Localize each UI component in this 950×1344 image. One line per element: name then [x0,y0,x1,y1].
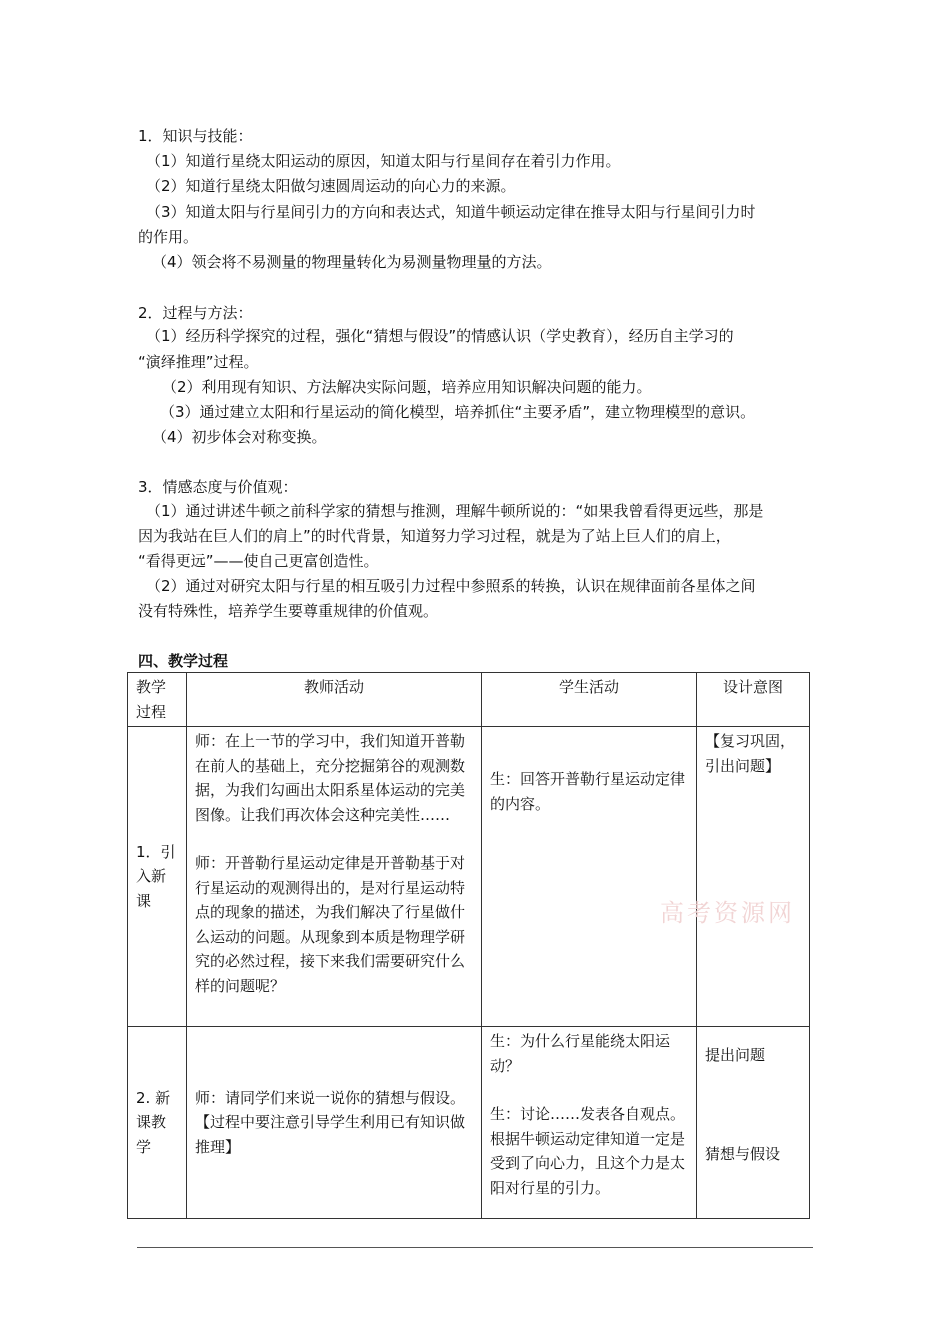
process-item-2: （2）利用现有知识、方法解决实际问题，培养应用知识解决问题的能力。 [162,378,652,396]
row-1-intent-para-1: 【复习巩固，引出问题】 [705,732,796,775]
teaching-process-table [127,672,810,1219]
header-intent: 设计意图 [697,673,810,727]
table-row [128,727,810,1027]
header-student: 学生活动 [482,673,697,727]
teaching-process-heading: 四、教学过程 [138,652,229,670]
header-teacher: 教师活动 [187,673,482,727]
knowledge-item-2: （2）知道行星绕太阳做匀速圆周运动的向心力的来源。 [146,177,516,195]
row-2-intent [697,1027,810,1219]
row-2-teacher-para-1: 师：请同学们来说一说你的猜想与假设。 [195,1088,466,1107]
row-1-teacher-para-1: 师：在上一节的学习中，我们知道开普勒在前人的基础上，充分挖掘第谷的观测数据，为我们勾画出太阳系星体运动的完美图像。让我们再次体会这种完美性…… [195,732,466,824]
row-2-teacher-para-2: 【过程中要注意引导学生利用已有知识做推理】 [195,1113,466,1156]
row-1-teacher-para-2: 师：开普勒行星运动定律是开普勒基于对行星运动的观测得出的，是对行星运动特点的现象的描述，为我们解决了行星做什么运动的问题。从现象到本质是物理学研究的必然过程，接下来我们需要研究什么样的问题呢？ [195,854,466,995]
header-stage: 教学过程 [128,673,187,727]
row-2-student-para-2: 生：讨论……发表各自观点。根据牛顿运动定律知道一定是受到了向心力，且这个力是太阳对行星的引力。 [490,1105,686,1197]
footer-rule [137,1247,813,1248]
row-1-stage: 1．引入新课 [128,727,187,1027]
section-emotion-heading: 3．情感态度与价值观： [138,478,298,496]
knowledge-item-4: （4）领会将不易测量的物理量转化为易测量物理量的方法。 [152,253,552,271]
row-1-intent [697,727,810,1027]
process-item-3: （3）通过建立太阳和行星运动的简化模型，培养抓住“主要矛盾”，建立物理模型的意识。 [160,403,756,421]
row-2-intent-para-1: 提出问题 [705,1046,766,1064]
table-header-row [128,673,810,727]
emotion-item-1-cont-a: 因为我站在巨人们的肩上”的时代背景，知道努力学习过程，就是为了站上巨人们的肩上， [138,527,731,545]
row-2-teacher [187,1027,482,1219]
table-row [128,1027,810,1219]
section-process-heading: 2．过程与方法： [138,304,253,322]
knowledge-item-3: （3）知道太阳与行星间引力的方向和表达式，知道牛顿运动定律在推导太阳与行星间引力时 [146,203,756,221]
row-2-student [482,1027,697,1219]
emotion-item-2-cont: 没有特殊性，培养学生要尊重规律的价值观。 [138,602,439,620]
process-item-4: （4）初步体会对称变换。 [152,428,327,446]
emotion-item-2: （2）通过对研究太阳与行星的相互吸引力过程中参照系的转换，认识在规律面前各星体之间 [146,577,756,595]
process-item-1-cont: “演绎推理”过程。 [138,353,259,371]
knowledge-item-1: （1）知道行星绕太阳运动的原因，知道太阳与行星间存在着引力作用。 [146,152,621,170]
row-1-student [482,727,697,1027]
row-2-student-para-1: 生：为什么行星能绕太阳运动？ [490,1032,671,1075]
section-knowledge-heading: 1．知识与技能： [138,127,253,145]
row-2-stage: 2. 新课教学 [128,1027,187,1219]
row-1-teacher [187,727,482,1027]
emotion-item-1-cont-b: “看得更远”——使自己更富创造性。 [138,552,379,570]
process-item-1: （1）经历科学探究的过程，强化“猜想与假设”的情感认识（学史教育），经历自主学习的 [146,327,734,345]
watermark: 高考资源网 [660,899,795,927]
knowledge-item-3-cont: 的作用。 [138,228,199,246]
row-1-student-para-1: 生：回答开普勒行星运动定律的内容。 [490,770,686,813]
row-2-intent-para-2: 猜想与假设 [705,1144,781,1163]
emotion-item-1: （1）通过讲述牛顿之前科学家的猜想与推测，理解牛顿所说的：“如果我曾看得更远些，那是 [146,502,764,520]
